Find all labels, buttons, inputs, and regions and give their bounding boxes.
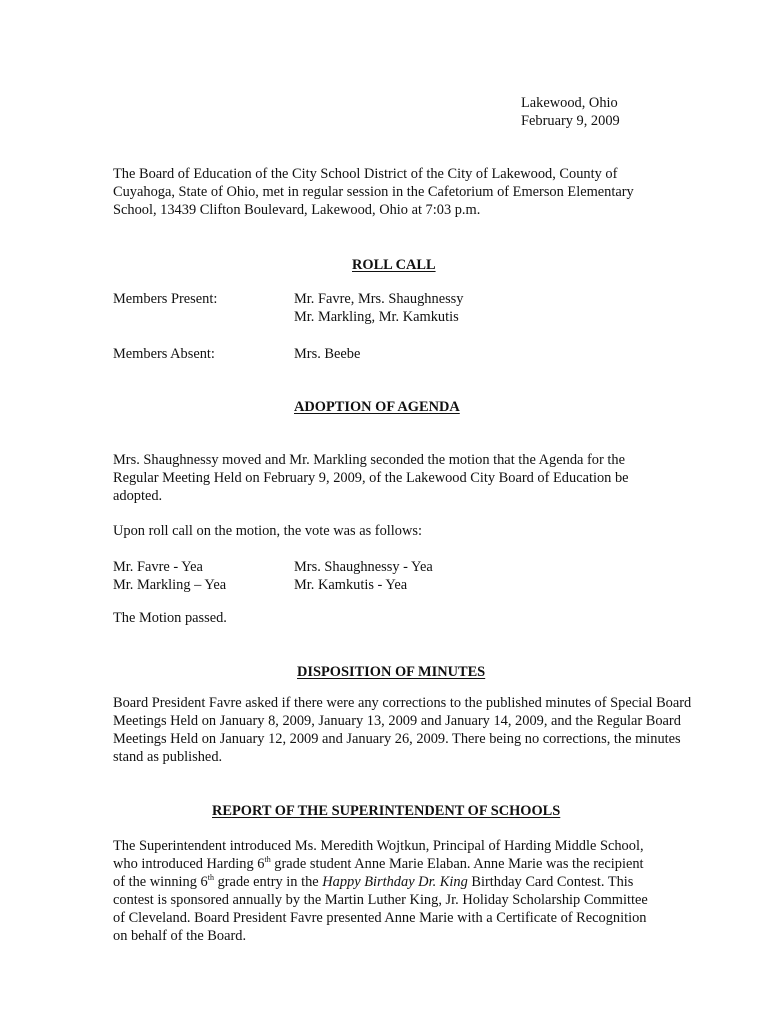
intro-line: The Board of Education of the City School District of the City of Lakewood, County of <box>113 166 618 182</box>
minutes-line: Meetings Held on January 8, 2009, January 13, 2009 and January 14, 2009, and the Regular Board <box>113 713 681 729</box>
intro-line: Cuyahoga, State of Ohio, met in regular session in the Cafetorium of Emerson Elementary <box>113 184 634 200</box>
text-run: Birthday Card Contest. This <box>467 874 634 890</box>
members-absent-value: Mrs. Beebe <box>294 346 361 362</box>
motion-result: The Motion passed. <box>113 610 227 626</box>
ordinal-suffix: th <box>207 873 214 883</box>
vote-entry: Mrs. Shaughnessy - Yea <box>294 559 433 575</box>
minutes-paragraph <box>113 694 691 766</box>
text-run: grade entry in the <box>213 874 323 890</box>
ordinal-suffix: th <box>264 855 271 865</box>
intro-line: School, 13439 Clifton Boulevard, Lakewood, Ohio at 7:03 p.m. <box>113 202 481 218</box>
superintendent-report-heading: REPORT OF THE SUPERINTENDENT OF SCHOOLS <box>212 803 561 819</box>
minutes-line: Board President Favre asked if there were any corrections to the published minutes of Special Board <box>113 695 692 711</box>
disposition-of-minutes-heading: DISPOSITION OF MINUTES <box>297 664 486 680</box>
superintendent-line <box>113 873 648 891</box>
superintendent-line: on behalf of the Board. <box>113 928 247 944</box>
members-present-line: Mr. Favre, Mrs. Shaughnessy <box>294 291 464 307</box>
superintendent-line: of Cleveland. Board President Favre presented Anne Marie with a Certificate of Recognition <box>113 910 647 926</box>
intro-paragraph <box>113 165 634 219</box>
members-present-label: Members Present: <box>113 291 218 307</box>
adoption-of-agenda-heading: ADOPTION OF AGENDA <box>294 399 460 415</box>
agenda-line: Mrs. Shaughnessy moved and Mr. Markling seconded the motion that the Agenda for the <box>113 452 625 468</box>
agenda-line: adopted. <box>113 488 163 504</box>
text-run: who introduced Harding 6 <box>113 856 265 872</box>
contest-title: Happy Birthday Dr. King <box>322 874 468 890</box>
text-run: grade student Anne Marie Elaban. Anne Marie was the recipient <box>270 856 644 872</box>
meeting-date: February 9, 2009 <box>521 113 620 129</box>
vote-entry: Mr. Markling – Yea <box>113 577 227 593</box>
location-text: Lakewood, Ohio <box>521 95 618 111</box>
superintendent-line <box>113 855 648 873</box>
vote-entry: Mr. Kamkutis - Yea <box>294 577 408 593</box>
minutes-line: stand as published. <box>113 749 223 765</box>
vote-entry: Mr. Favre - Yea <box>113 559 203 575</box>
vote-intro: Upon roll call on the motion, the vote was as follows: <box>113 523 422 539</box>
agenda-motion-paragraph <box>113 451 629 505</box>
superintendent-line: The Superintendent introduced Ms. Meredith Wojtkun, Principal of Harding Middle School, <box>113 838 644 854</box>
minutes-line: Meetings Held on January 12, 2009 and January 26, 2009. There being no corrections, the minutes <box>113 731 681 747</box>
members-absent-label: Members Absent: <box>113 346 215 362</box>
text-run: of the winning 6 <box>113 874 208 890</box>
roll-call-heading: ROLL CALL <box>352 257 436 273</box>
members-present-line: Mr. Markling, Mr. Kamkutis <box>294 309 459 325</box>
superintendent-line: contest is sponsored annually by the Martin Luther King, Jr. Holiday Scholarship Committee <box>113 892 648 908</box>
agenda-line: Regular Meeting Held on February 9, 2009, of the Lakewood City Board of Education be <box>113 470 629 486</box>
superintendent-paragraph <box>113 837 648 945</box>
